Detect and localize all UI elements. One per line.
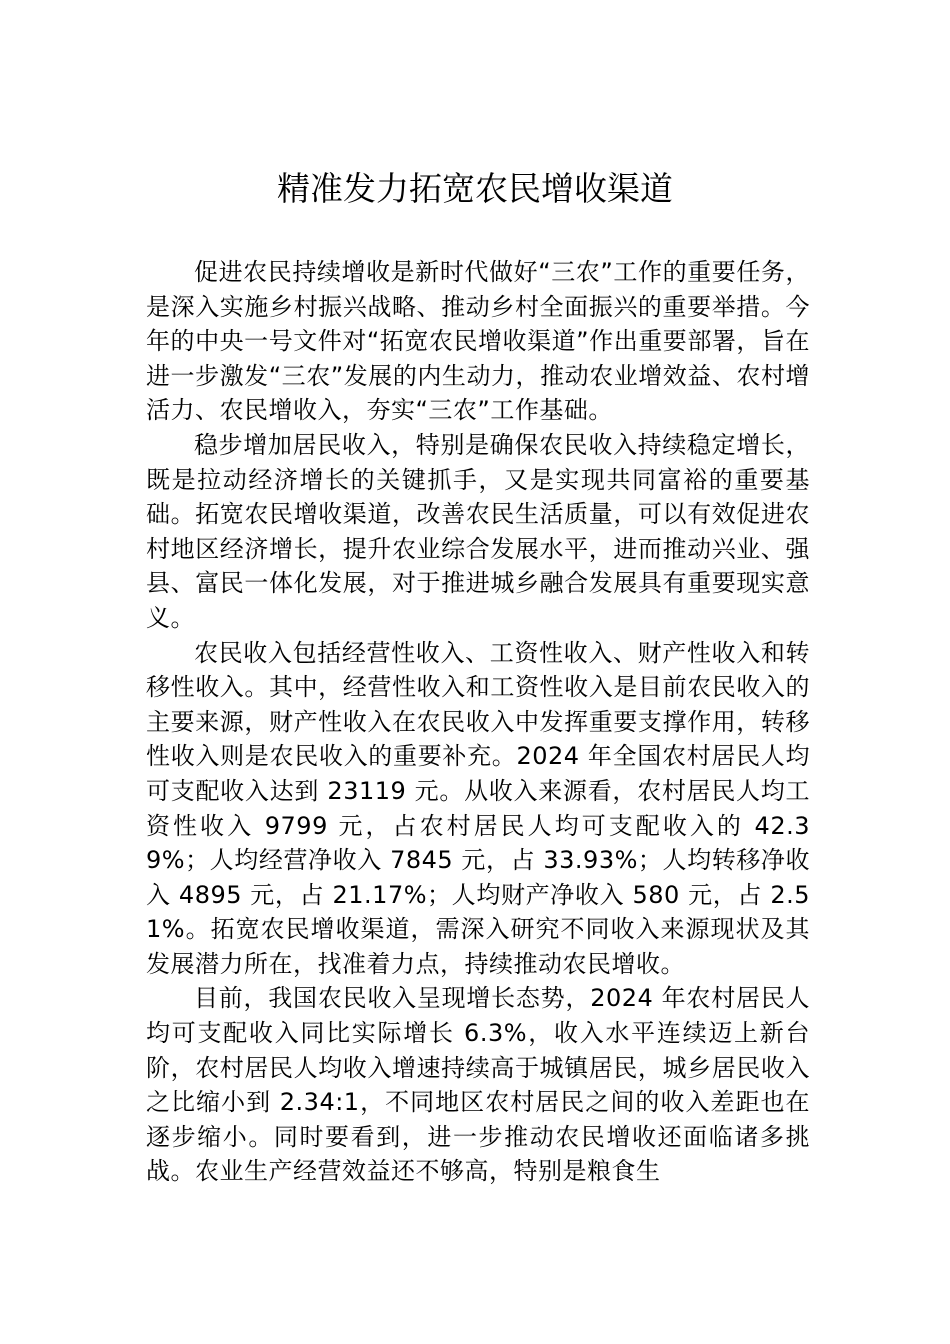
paragraph-2: 稳步增加居民收入，特别是确保农民收入持续稳定增长，既是拉动经济增长的关键抓手，又是实现共同富裕的重要基础。拓宽农民增收渠道，改善农民生活质量，可以有效促进农村地区经济增长，提升农业综合发展水平，进而推动兴业、强县、富民一体化发展，对于推进城乡融合发展具有重要现实意义。 [146,430,810,632]
document-body [146,255,810,1189]
paragraph-4: 目前，我国农民收入呈现增长态势，2024 年农村居民人均可支配收入同比实际增长 6.3%，收入水平连续迈上新台阶，农村居民人均收入增速持续高于城镇居民，城乡居民收入之比缩小到 2.34:1，不同地区农村居民之间的收入差距也在逐步缩小。同时要看到，进一步推动农民增收还面临诸多挑战。农业生产经营效益还不够高，特别是粮食生 [146,984,810,1186]
document-title: 精准发力拓宽农民增收渠道 [277,169,673,208]
paragraph-1: 促进农民持续增收是新时代做好“三农”工作的重要任务，是深入实施乡村振兴战略、推动乡村全面振兴的重要举措。今年的中央一号文件对“拓宽农民增收渠道”作出重要部署，旨在进一步激发“三农”发展的内生动力，推动农业增效益、农村增活力、农民增收入，夯实“三农”工作基础。 [146,258,810,425]
paragraph-3: 农民收入包括经营性收入、工资性收入、财产性收入和转移性收入。其中，经营性收入和工资性收入是目前农民收入的主要来源，财产性收入在农民收入中发挥重要支撑作用，转移性收入则是农民收入的重要补充。2024 年全国农村居民人均可支配收入达到 23119 元。从收入来源看，农村居民人均工资性收入 9799 元，占农村居民人均可支配收入的 42.39%；人均经营净收入 7845 元，占 33.93%；人均转移净收入 4895 元，占 21.17%；人均财产净收入 580 元，占 2.51%。拓宽农民增收渠道，需深入研究不同收入来源现状及其发展潜力所在，找准着力点，持续推动农民增收。 [146,638,810,978]
